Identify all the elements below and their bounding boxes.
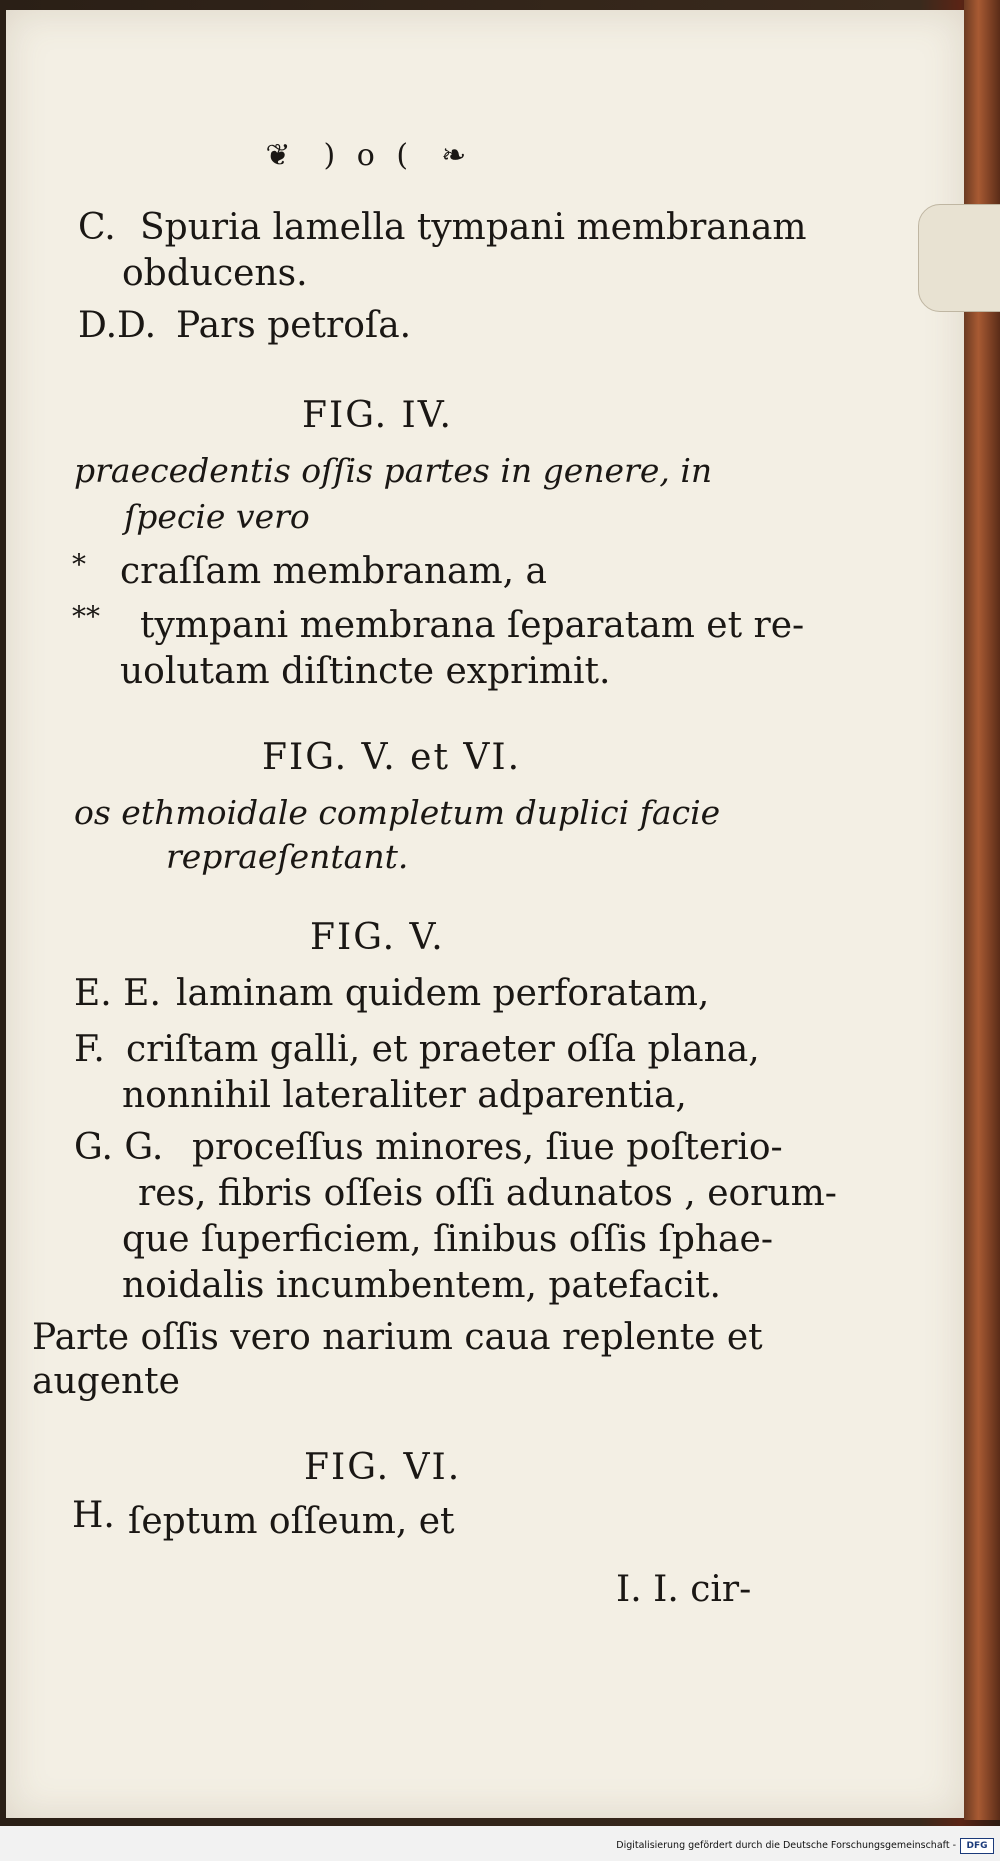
fig-v-vi-line-1: os ethmoidale completum duplici facie: [74, 793, 721, 832]
entry-gg-text-cont-2: que ſuperficiem, ſinibus oſſis ſphae-: [122, 1219, 773, 1260]
entry-h-label: H.: [72, 1495, 115, 1536]
entry-c-text-cont: obducens.: [122, 253, 308, 294]
fig-iv-line-1: praecedentis oſſis partes in genere, in: [74, 451, 713, 490]
entry-f-label: F.: [74, 1029, 105, 1070]
entry-dd-label: D.D.: [78, 305, 157, 346]
heading-fig-v: FIG. V.: [310, 917, 445, 958]
entry-ee-label: E. E.: [74, 973, 161, 1014]
catchword: I. I. cir-: [616, 1569, 752, 1610]
page-marker: ) o (: [323, 138, 415, 173]
entry-ee-text: laminam quidem perforatam,: [176, 973, 710, 1014]
entry-gg-text: proceſſus minores, ſiue poſterio-: [192, 1127, 783, 1168]
fleuron-right-icon: ❧: [441, 138, 473, 173]
fleuron-left-icon: ❦: [265, 138, 297, 173]
heading-fig-vi: FIG. VI.: [304, 1447, 462, 1488]
digitization-credit: Digitalisierung gefördert durch die Deutsche Forschungsgemeinschaft -: [616, 1840, 956, 1851]
dfg-logo-icon: DFG: [960, 1838, 994, 1854]
entry-gg-label: G. G.: [74, 1127, 164, 1168]
fig-iv-line-5: uolutam diſtincte exprimit.: [120, 651, 611, 692]
heading-fig-v-vi: FIG. V. et VI.: [262, 737, 522, 778]
parte-line-1: Parte oſſis vero narium caua replente et: [32, 1317, 763, 1358]
page-edge-tab: [918, 204, 1000, 312]
entry-c-text: Spuria lamella tympani membranam: [140, 207, 807, 248]
heading-fig-iv: FIG. IV.: [302, 395, 453, 436]
entry-dd-text: Pars petroſa.: [176, 305, 412, 346]
entry-f-text: criſtam galli, et praeter oſſa plana,: [126, 1029, 760, 1070]
entry-h-text: ſeptum oſſeum, et: [128, 1501, 455, 1542]
fig-iv-line-2: ſpecie vero: [124, 497, 310, 536]
entry-c-label: C.: [78, 207, 116, 248]
fig-iv-line-3: craſſam membranam, a: [120, 551, 547, 592]
fig-iv-line-4: tympani membrana ſeparatam et re-: [140, 605, 805, 646]
entry-f-text-cont: nonnihil lateraliter adparentia,: [122, 1075, 687, 1116]
single-asterisk-marker: *: [72, 548, 86, 581]
entry-gg-text-cont-3: noidalis incumbentem, patefacit.: [122, 1265, 721, 1306]
double-asterisk-marker: **: [72, 600, 100, 633]
fig-v-vi-line-2: repraeſentant.: [166, 837, 409, 876]
page-header-ornament: [254, 138, 484, 173]
entry-gg-text-cont-1: res, fibris oſſeis oſſi adunatos , eorum-: [138, 1173, 837, 1214]
parte-line-2: augente: [32, 1361, 180, 1402]
